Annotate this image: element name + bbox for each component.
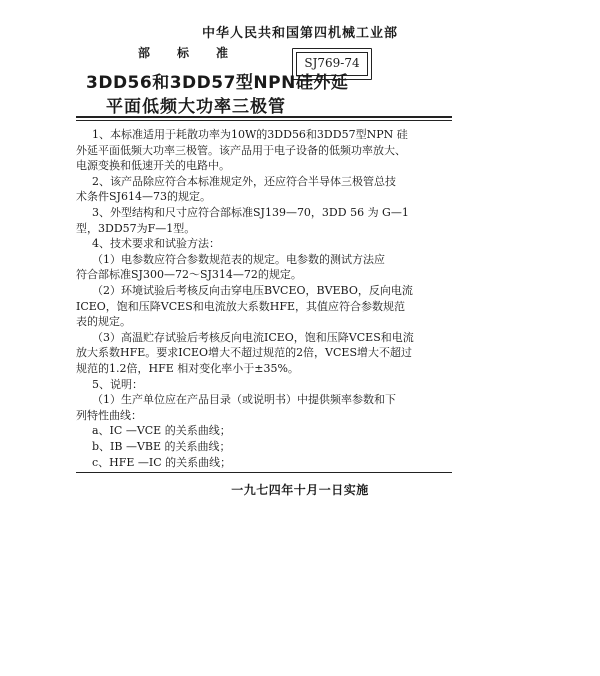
ministry-header: 中华人民共和国第四机械工业部 [201,26,398,41]
body-line: （1）电参数应符合参数规范表的规定。电参数的测试方法应 [92,252,385,266]
body-line: （3）高温贮存试验后考核反向电流ICEO，饱和压降VCES和电流 [92,330,414,344]
body-line: 4、技术要求和试验方法： [92,237,220,251]
body-line: 表的规定。 [76,315,131,329]
body-line: 5、说明： [92,377,143,391]
body-line: 外延平面低频大功率三极管。该产品用于电子设备的低频功率放大、 [76,143,406,157]
body-line: b、IB —VBE 的关系曲线； [92,440,231,453]
body-line: a、IC —VCE 的关系曲线； [92,424,231,438]
body-line: 放大系数HFE。要求ICEO增大不超过规范的2倍，VCES增大不超过 [76,346,412,360]
body-line: （1）生产单位应在产品目录（或说明书）中提供频率参数和下 [92,393,396,407]
body-line: 1、本标准适用于耗散功率为10W的3DD56和3DD57型NPN 硅 [92,128,408,141]
top-rule [76,116,452,121]
body-line: 型，3DD57为F—1型。 [76,221,196,235]
body-line: c、HFE —IC 的关系曲线； [92,455,232,469]
bottom-rule [76,472,452,473]
body-line: 符合部标准SJ300—72～SJ314—72的规定。 [76,268,302,282]
standard-label-char: 部 [138,46,152,60]
standard-label-char: 准 [216,46,230,60]
body-line: 术条件SJ614—73的规定。 [76,190,211,204]
effective-date: 一九七四年十月一日实施 [231,483,369,497]
standard-label [138,44,255,61]
standard-label-char: 标 [177,46,191,60]
standard-number: SJ769-74 [304,56,360,70]
document-title-line-2: 平面低频大功率三极管 [106,97,286,117]
body-line: ICEO，饱和压降VCES和电流放大系数HFE，其值应符合参数规范 [76,299,405,313]
body-line: 规范的1.2倍，HFE 相对变化率小于±35%。 [76,362,299,375]
body-line: 电源变换和低速开关的电路中。 [76,159,230,173]
body-line: 列特性曲线： [76,408,142,422]
body-line: （2）环境试验后考核反向击穿电压BVCEO，BVEBO，反向电流 [92,284,413,297]
body-line: 2、该产品除应符合本标准规定外，还应符合半导体三极管总技 [92,174,396,188]
body-line: 3、外型结构和尺寸应符合部标准SJ139—70，3DD 56 为 G—1 [92,206,409,219]
document-title-line-1: 3DD56和3DD57型NPN硅外延 [86,73,349,93]
